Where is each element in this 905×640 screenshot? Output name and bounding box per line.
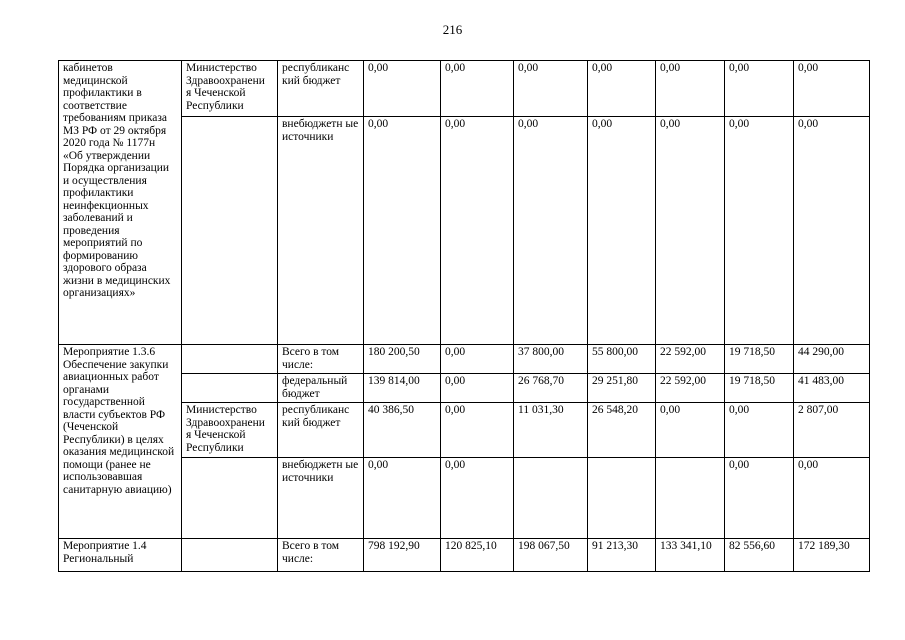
value-cell: 19 718,50 <box>725 374 794 403</box>
executor-cell: Министерство Здравоохранени я Чеченской Республики <box>182 61 278 117</box>
value-cell: 26 548,20 <box>588 403 656 458</box>
executor-cell <box>182 345 278 374</box>
value-cell: 0,00 <box>656 61 725 117</box>
value-cell: 0,00 <box>441 458 514 539</box>
value-cell: 40 386,50 <box>364 403 441 458</box>
value-cell <box>588 458 656 539</box>
value-cell: 0,00 <box>364 117 441 345</box>
table-row <box>59 61 870 117</box>
value-cell: 0,00 <box>656 117 725 345</box>
value-cell: 2 807,00 <box>794 403 870 458</box>
funding-source-cell: внебюджетн ые источники <box>278 458 364 539</box>
value-cell: 0,00 <box>441 61 514 117</box>
value-cell: 0,00 <box>588 61 656 117</box>
value-cell: 0,00 <box>364 458 441 539</box>
value-cell: 133 341,10 <box>656 539 725 572</box>
value-cell: 0,00 <box>794 458 870 539</box>
value-cell: 55 800,00 <box>588 345 656 374</box>
funding-source-cell: Всего в том числе: <box>278 539 364 572</box>
value-cell: 0,00 <box>514 117 588 345</box>
executor-cell: Министерство Здравоохранени я Чеченской Республики <box>182 403 278 458</box>
value-cell: 82 556,60 <box>725 539 794 572</box>
value-cell: 26 768,70 <box>514 374 588 403</box>
value-cell: 139 814,00 <box>364 374 441 403</box>
executor-cell <box>182 117 278 345</box>
value-cell <box>514 458 588 539</box>
activity-description-cell: Мероприятие 1.3.6 Обеспечение закупки авиационных работ органами государственной власти субъектов РФ (Чеченской Республики) в целях оказания медицинской помощи (ранее не использовавшая санитарную авиацию) <box>59 345 182 539</box>
value-cell: 37 800,00 <box>514 345 588 374</box>
value-cell: 22 592,00 <box>656 345 725 374</box>
value-cell: 0,00 <box>441 374 514 403</box>
executor-cell <box>182 458 278 539</box>
value-cell: 11 031,30 <box>514 403 588 458</box>
value-cell: 198 067,50 <box>514 539 588 572</box>
value-cell: 0,00 <box>588 117 656 345</box>
value-cell: 0,00 <box>725 61 794 117</box>
value-cell: 0,00 <box>441 117 514 345</box>
value-cell: 29 251,80 <box>588 374 656 403</box>
value-cell: 0,00 <box>794 61 870 117</box>
value-cell: 0,00 <box>514 61 588 117</box>
funding-source-cell: республиканс кий бюджет <box>278 61 364 117</box>
value-cell: 120 825,10 <box>441 539 514 572</box>
value-cell <box>656 458 725 539</box>
value-cell: 0,00 <box>441 345 514 374</box>
value-cell: 44 290,00 <box>794 345 870 374</box>
value-cell: 0,00 <box>441 403 514 458</box>
table-row <box>59 345 870 374</box>
value-cell: 180 200,50 <box>364 345 441 374</box>
value-cell: 0,00 <box>794 117 870 345</box>
funding-source-cell: федеральный бюджет <box>278 374 364 403</box>
value-cell: 91 213,30 <box>588 539 656 572</box>
page-number: 216 <box>442 22 463 37</box>
value-cell: 798 192,90 <box>364 539 441 572</box>
value-cell: 41 483,00 <box>794 374 870 403</box>
value-cell: 0,00 <box>725 458 794 539</box>
funding-source-cell: Всего в том числе: <box>278 345 364 374</box>
value-cell: 0,00 <box>656 403 725 458</box>
executor-cell <box>182 374 278 403</box>
value-cell: 0,00 <box>364 61 441 117</box>
value-cell: 19 718,50 <box>725 345 794 374</box>
activity-description-cell: Мероприятие 1.4 Региональный <box>59 539 182 572</box>
value-cell: 0,00 <box>725 403 794 458</box>
activity-description-cell: кабинетов медицинской профилактики в соответствие требованиям приказа МЗ РФ от 29 октября 2020 года № 1177н «Об утверждении Порядка организации и осуществления профилактики неинфекционных заболеваний и проведения мероприятий по формированию здорового образа жизни в медицинских организациях» <box>59 61 182 345</box>
executor-cell <box>182 539 278 572</box>
value-cell: 0,00 <box>725 117 794 345</box>
value-cell: 172 189,30 <box>794 539 870 572</box>
funding-source-cell: республиканс кий бюджет <box>278 403 364 458</box>
budget-table <box>58 60 870 572</box>
table-row <box>59 539 870 572</box>
funding-source-cell: внебюджетн ые источники <box>278 117 364 345</box>
value-cell: 22 592,00 <box>656 374 725 403</box>
